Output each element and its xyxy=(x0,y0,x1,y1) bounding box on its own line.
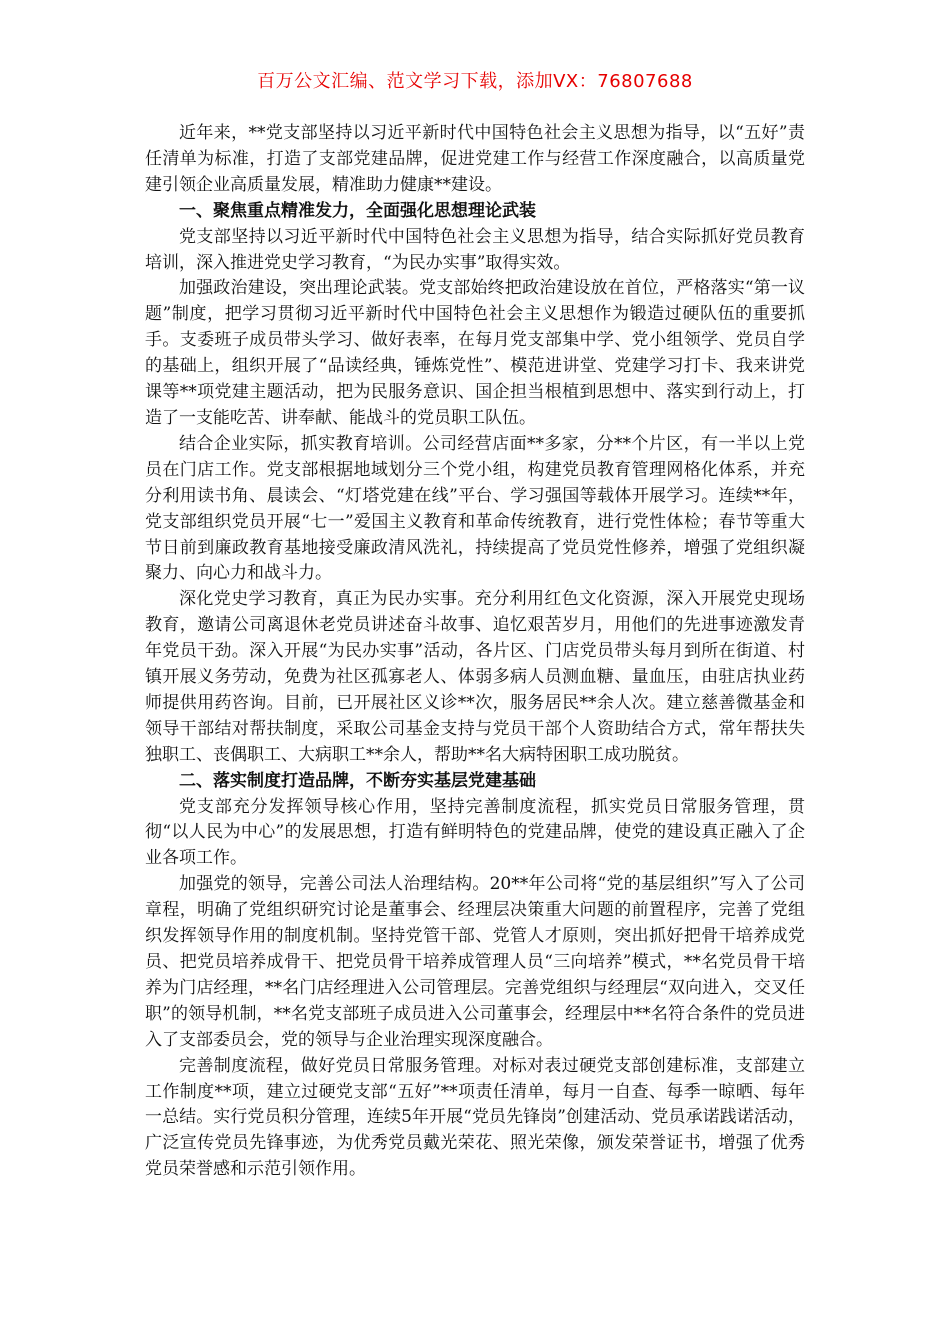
section1-paragraph: 结合企业实际，抓实教育培训。公司经营店面**多家，分**个片区，有一半以上党员在门店工作。党支部根据地域划分三个党小组，构建党员教育管理网格化体系，并充分利用读书角、晨读会、“灯塔党建在线”平台、学习强国等载体开展学习。连续**年，党支部组织党员开展“七一”爱国主义教育和革命传统教育，进行党性体检；春节等重大节日前到廉政教育基地接受廉政清风洗礼，持续提高了党员党性修养，增强了党组织凝聚力、向心力和战斗力。 xyxy=(145,433,805,584)
section2-paragraph: 加强党的领导，完善公司法人治理结构。20**年公司将“党的基层组织”写入了公司章程，明确了党组织研究讨论是董事会、经理层决策重大问题的前置程序，完善了党组织发挥领导作用的制度机制。坚持党管干部、党管人才原则，突出抓好把骨干培养成党员、把党员培养成骨干、把党员骨干培养成管理人员“三向培养”模式，**名党员骨干培养为门店经理，**名门店经理进入公司管理层。完善党组织与经理层“双向进入，交叉任职”的领导机制，**名党支部班子成员进入公司董事会，经理层中**名符合条件的党员进入了支部委员会，党的领导与企业治理实现深度融合。 xyxy=(145,874,805,1050)
section2-paragraph: 党支部充分发挥领导核心作用，坚持完善制度流程，抓实党员日常服务管理，贯彻“以人民为中心”的发展思想，打造有鲜明特色的党建品牌，使党的建设真正融入了企业各项工作。 xyxy=(145,796,805,869)
section-heading-1: 一、聚焦重点精准发力，全面强化思想理论武装 xyxy=(179,200,536,221)
section1-paragraph: 加强政治建设，突出理论武装。党支部始终把政治建设放在首位，严格落实“第一议题”制度，把学习贯彻习近平新时代中国特色社会主义思想作为锻造过硬队伍的重要抓手。支委班子成员带头学习、做好表率，在每月党支部集中学、党小组领学、党员自学的基础上，组织开展了“品读经典，锤炼党性”、模范进讲堂、党建学习打卡、我来讲党课等**项党建主题活动，把为民服务意识、国企担当根植到思想中、落实到行动上，打造了一支能吃苦、讲奉献、能战斗的党员职工队伍。 xyxy=(145,278,805,428)
section1-paragraph: 深化党史学习教育，真正为民办实事。充分利用红色文化资源，深入开展党史现场教育，邀请公司离退休老党员讲述奋斗故事、追忆艰苦岁月，用他们的先进事迹激发青年党员干劲。深入开展“为民办实事”活动，各片区、门店党员带头每月到所在街道、村镇开展义务劳动，免费为社区孤寡老人、体弱多病人员测血糖、量血压，由驻店执业药师提供用药咨询。目前，已开展社区义诊**次，服务居民**余人次。建立慈善微基金和领导干部结对帮扶制度，采取公司基金支持与党员干部个人资助结合方式，常年帮扶失独职工、丧偶职工、大病职工**余人，帮助**名大病特困职工成功脱贫。 xyxy=(145,589,805,765)
document-body xyxy=(145,121,805,1183)
intro-paragraph: 近年来，**党支部坚持以习近平新时代中国特色社会主义思想为指导，以“五好”责任清单为标准，打造了支部党建品牌，促进党建工作与经营工作深度融合，以高质量党建引领企业高质量发展，精准助力健康**建设。 xyxy=(145,123,805,195)
section-heading-2: 二、落实制度打造品牌，不断夯实基层党建基础 xyxy=(179,770,536,791)
section2-paragraph: 完善制度流程，做好党员日常服务管理。对标对表过硬党支部创建标准，支部建立工作制度**项，建立过硬党支部“五好”**项责任清单，每月一自查、每季一晾晒、每年一总结。实行党员积分管理，连续5年开展“党员先锋岗”创建活动、党员承诺践诺活动，广泛宣传党员先锋事迹，为优秀党员戴光荣花、照光荣像，颁发荣誉证书，增强了优秀党员荣誉感和示范引领作用。 xyxy=(145,1055,805,1180)
section1-paragraph: 党支部坚持以习近平新时代中国特色社会主义思想为指导，结合实际抓好党员教育培训，深入推进党史学习教育，“为民办实事”取得实效。 xyxy=(145,226,805,273)
promo-banner: 百万公文汇编、范文学习下载，添加VX：76807688 xyxy=(257,71,693,92)
